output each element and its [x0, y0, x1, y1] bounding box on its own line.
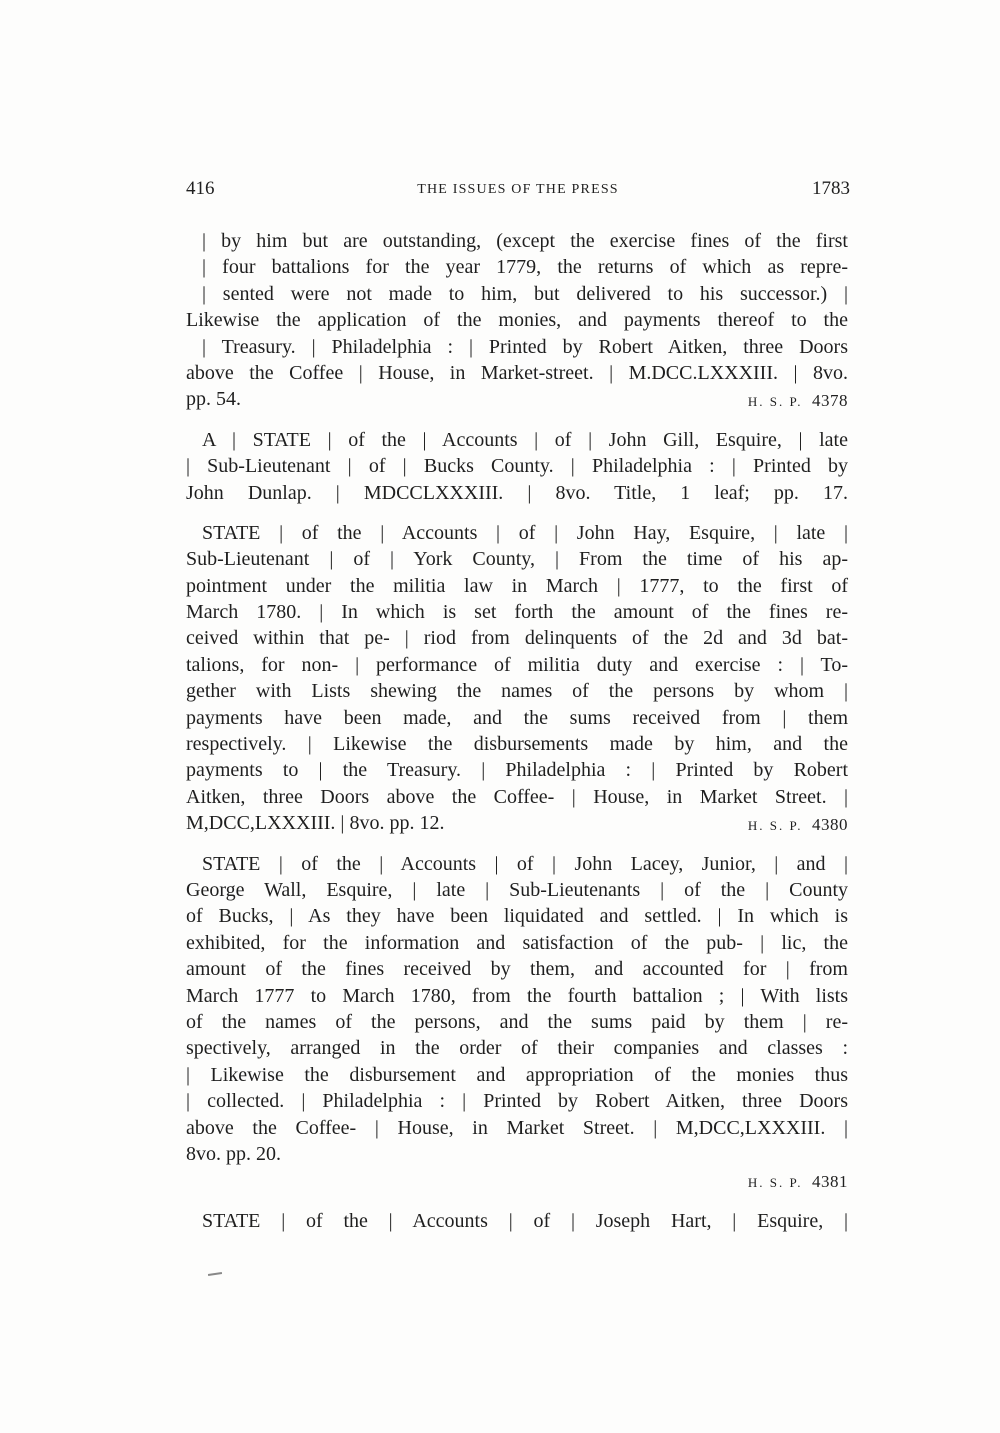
- text-line: A | STATE | of the | Accounts | of | John Gill, Esquire, | late: [202, 428, 848, 451]
- entry-joseph-hart: [186, 1208, 848, 1234]
- library-code: H. S. P.: [747, 1175, 803, 1191]
- text-line: exhibited, for the information and satisfaction of the pub- | lic, the: [186, 931, 848, 954]
- text-line: above the Coffee | House, in Market-street. | M.DCC.LXXXIII. | 8vo.: [186, 361, 848, 384]
- library-code: H. S. P.: [747, 394, 803, 410]
- text-line: Aitken, three Doors above the Coffee- | House, in Market Street. |: [186, 785, 848, 808]
- text-line: amount of the fines received by them, and accounted for | from: [186, 958, 848, 981]
- text-line: | four battalions for the year 1779, the returns of which as repre-: [202, 256, 848, 279]
- text-line: Sub-Lieutenant | of | York County, | From the time of his ap-: [186, 548, 848, 571]
- text-line: John Dunlap. | MDCCLXXXIII. | 8vo. Title, 1 leaf; pp. 17.: [186, 481, 848, 504]
- text-line: ceived within that pe- | riod from delinquents of the 2d and 3d bat-: [186, 627, 848, 650]
- text-line-with-reference: [186, 810, 848, 836]
- text-line: pointment under the militia law in March | 1777, to the first of: [186, 574, 848, 597]
- catalog-number: 4378: [812, 391, 848, 411]
- entry-4380: [186, 520, 848, 837]
- library-reference: [748, 812, 848, 839]
- text-line: 8vo. pp. 20.: [186, 1142, 281, 1165]
- running-year: 1783: [812, 178, 850, 199]
- page-number: 416: [186, 178, 215, 199]
- catalog-number: 4380: [812, 815, 848, 835]
- text-line: payments have been made, and the sums received from | them: [186, 706, 848, 729]
- bibliography-entries: [186, 228, 848, 1234]
- text-line: STATE | of the | Accounts | of | John Hay, Esquire, | late |: [202, 521, 848, 544]
- text-line: above the Coffee- | House, in Market Street. | M,DCC,LXXXIII. |: [186, 1116, 848, 1139]
- entry-4378: [186, 228, 848, 413]
- text-line: of the names of the persons, and the sums paid by them | re-: [186, 1010, 848, 1033]
- text-line: of Bucks, | As they have been liquidated and settled. | In which is: [186, 905, 848, 928]
- text-line: | sented were not made to him, but delivered to his successor.) |: [202, 282, 848, 305]
- library-reference: [748, 1169, 848, 1196]
- text-line: STATE | of the | Accounts | of | John Lacey, Junior, | and |: [202, 852, 848, 875]
- text-line: | Treasury. | Philadelphia : | Printed by Robert Aitken, three Doors: [202, 335, 848, 358]
- text-line: | by him but are outstanding, (except the exercise fines of the first: [202, 230, 848, 252]
- text-line: George Wall, Esquire, | late | Sub-Lieutenants | of the | County: [186, 878, 848, 901]
- text-line: March 1780. | In which is set forth the amount of the fines re-: [186, 601, 848, 624]
- library-code: H. S. P.: [747, 818, 803, 834]
- text-line: talions, for non- | performance of militia duty and exercise : | To-: [186, 653, 848, 676]
- reference-line: [186, 1167, 848, 1193]
- entry-john-gill: [186, 427, 848, 506]
- text-line-end: M,DCC,LXXXIII. | 8vo. pp. 12.: [186, 812, 445, 835]
- text-line-with-reference: [186, 386, 848, 412]
- text-line: respectively. | Likewise the disbursements made by him, and the: [186, 733, 848, 756]
- text-line: | Likewise the disbursement and appropriation of the monies thus: [186, 1063, 848, 1086]
- catalog-number: 4381: [812, 1172, 848, 1192]
- text-line: spectively, arranged in the order of their companies and classes :: [186, 1037, 848, 1060]
- text-line: STATE | of the | Accounts | of | Joseph Hart, | Esquire, |: [202, 1209, 848, 1232]
- entry-4381: [186, 851, 848, 1194]
- text-line: | collected. | Philadelphia : | Printed by Robert Aitken, three Doors: [186, 1090, 848, 1113]
- text-line: March 1777 to March 1780, from the fourth battalion ; | With lists: [186, 984, 848, 1007]
- stray-ink-mark: [208, 1272, 222, 1276]
- running-title: THE ISSUES OF THE PRESS: [417, 182, 619, 197]
- text-line-end: pp. 54.: [186, 388, 241, 411]
- text-line: gether with Lists shewing the names of the persons by whom |: [186, 680, 848, 703]
- text-line: Likewise the application of the monies, and payments thereof to the: [186, 309, 848, 332]
- text-line: | Sub-Lieutenant | of | Bucks County. | Philadelphia : | Printed by: [186, 455, 848, 478]
- running-head: [186, 178, 850, 206]
- text-line: payments to | the Treasury. | Philadelphia : | Printed by Robert: [186, 759, 848, 782]
- library-reference: [748, 388, 848, 415]
